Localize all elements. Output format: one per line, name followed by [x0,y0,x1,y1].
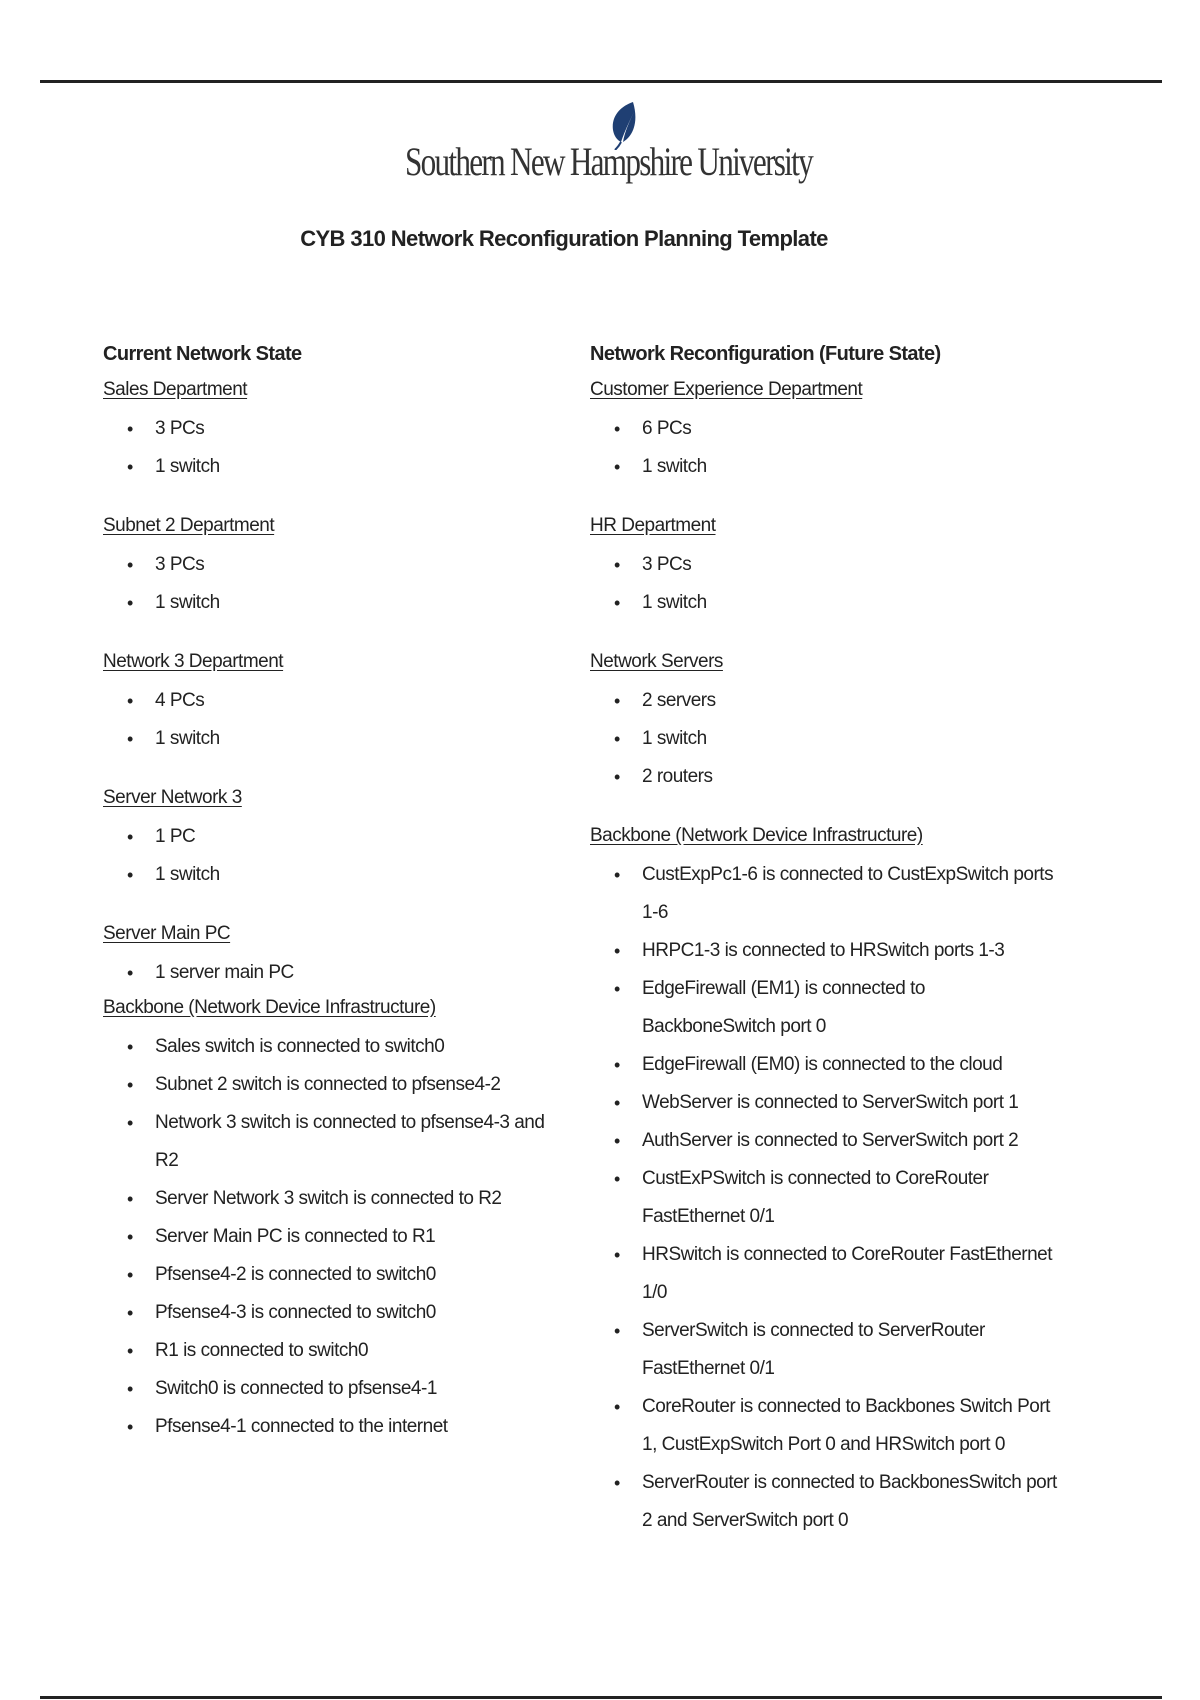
list-item-text: EdgeFirewall (EM1) is connected to BackboneSwitch port 0 [642,978,925,1037]
list-item-text: 1 switch [155,728,220,749]
list-item [590,448,1060,486]
bullet-icon: • [127,457,133,477]
list-item-text: Server Main PC is connected to R1 [155,1226,436,1247]
list-item [103,584,563,622]
current-state-heading: Current Network State [103,343,302,365]
university-logo [405,100,812,210]
section-title: Sales Department [103,379,248,400]
list-item-text: 3 PCs [155,554,205,575]
bullet-icon: • [127,1075,133,1095]
bullet-icon: • [614,865,620,885]
list-item-text: Pfsense4-1 connected to the internet [155,1416,448,1437]
list-item [103,448,563,486]
section-title: Server Network 3 [103,787,242,808]
list-item-text: 1 switch [642,456,707,477]
bullet-icon: • [127,1303,133,1323]
bullet-icon: • [127,555,133,575]
list-item [590,1388,1060,1464]
list-item [590,970,1060,1046]
item-list [103,682,563,758]
list-item-text: Pfsense4-3 is connected to switch0 [155,1302,436,1323]
top-divider [40,80,1162,83]
bottom-divider [40,1696,1162,1699]
bullet-icon: • [614,1321,620,1341]
bullet-icon: • [614,1245,620,1265]
section [103,648,563,758]
future-state-column [590,340,1060,1566]
item-list [590,546,1060,622]
item-list [590,856,1060,1540]
list-item-text: 1 switch [155,864,220,885]
bullet-icon: • [127,1265,133,1285]
section [103,784,563,894]
section-title: HR Department [590,515,716,536]
bullet-icon: • [127,1417,133,1437]
section [103,512,563,622]
list-item-text: EdgeFirewall (EM0) is connected to the cloud [642,1054,1003,1075]
list-item-text: Subnet 2 switch is connected to pfsense4-2 [155,1074,501,1095]
list-item-text: 4 PCs [155,690,205,711]
bullet-icon: • [127,865,133,885]
list-item [590,1046,1060,1084]
list-item-text: 3 PCs [642,554,692,575]
section [103,920,563,992]
bullet-icon: • [614,1093,620,1113]
list-item [590,584,1060,622]
current-state-column [103,340,563,1472]
section [590,648,1060,796]
list-item [590,1236,1060,1312]
list-item [590,1084,1060,1122]
section [590,822,1060,1540]
list-item [590,856,1060,932]
item-list [103,546,563,622]
list-item [103,1256,563,1294]
list-item-text: Switch0 is connected to pfsense4-1 [155,1378,437,1399]
list-item [103,1028,563,1066]
item-list [103,410,563,486]
bullet-icon: • [614,691,620,711]
current-sections [103,376,563,1446]
bullet-icon: • [127,827,133,847]
item-list [103,1028,563,1446]
future-state-heading: Network Reconfiguration (Future State) [590,343,941,365]
list-item-text: AuthServer is connected to ServerSwitch port 2 [642,1130,1019,1151]
list-item-text: CoreRouter is connected to Backbones Switch Port 1, CustExpSwitch Port 0 and HRSwitch port 0 [642,1396,1050,1455]
list-item [590,1160,1060,1236]
list-item-text: Sales switch is connected to switch0 [155,1036,445,1057]
list-item [103,856,563,894]
bullet-icon: • [614,593,620,613]
bullet-icon: • [614,767,620,787]
bullet-icon: • [614,1055,620,1075]
list-item-text: HRPC1-3 is connected to HRSwitch ports 1-3 [642,940,1005,961]
bullet-icon: • [614,1169,620,1189]
logo-wordmark: Southern New Hampshire University [405,139,812,184]
list-item [590,1312,1060,1388]
list-item [103,1408,563,1446]
item-list [103,818,563,894]
list-item-text: Network 3 switch is connected to pfsense4-3 and R2 [155,1112,545,1171]
list-item-text: WebServer is connected to ServerSwitch port 1 [642,1092,1019,1113]
bullet-icon: • [127,1379,133,1399]
list-item-text: ServerSwitch is connected to ServerRouter FastEthernet 0/1 [642,1320,985,1379]
list-item-text: 6 PCs [642,418,692,439]
list-item-text: ServerRouter is connected to BackbonesSwitch port 2 and ServerSwitch port 0 [642,1472,1057,1531]
list-item [590,682,1060,720]
bullet-icon: • [614,419,620,439]
list-item-text: 1 switch [642,728,707,749]
bullet-icon: • [614,1397,620,1417]
bullet-icon: • [127,963,133,983]
list-item-text: HRSwitch is connected to CoreRouter FastEthernet 1/0 [642,1244,1053,1303]
bullet-icon: • [614,1131,620,1151]
bullet-icon: • [614,1473,620,1493]
list-item-text: R1 is connected to switch0 [155,1340,369,1361]
list-item-text: 2 servers [642,690,716,711]
bullet-icon: • [127,729,133,749]
list-item-text: 1 PC [155,826,196,847]
list-item [103,682,563,720]
section-title: Customer Experience Department [590,379,863,400]
list-item-text: 1 switch [155,592,220,613]
list-item-text: Server Network 3 switch is connected to R2 [155,1188,502,1209]
list-item [590,546,1060,584]
list-item [590,410,1060,448]
list-item [590,758,1060,796]
list-item [103,1218,563,1256]
section-title: Network Servers [590,651,723,672]
section [103,994,563,1446]
list-item [103,954,563,992]
bullet-icon: • [127,1189,133,1209]
list-item [590,1122,1060,1160]
item-list [590,682,1060,796]
section-title: Backbone (Network Device Infrastructure) [590,825,923,846]
list-item-text: 2 routers [642,766,713,787]
list-item [590,720,1060,758]
section-title: Server Main PC [103,923,231,944]
list-item [103,1370,563,1408]
bullet-icon: • [614,729,620,749]
section [103,376,563,486]
list-item [103,1066,563,1104]
bullet-icon: • [127,1341,133,1361]
list-item [590,932,1060,970]
list-item-text: CustExpPc1-6 is connected to CustExpSwitch ports 1-6 [642,864,1054,923]
section-title: Backbone (Network Device Infrastructure) [103,997,436,1018]
bullet-icon: • [614,457,620,477]
section [590,512,1060,622]
list-item [103,818,563,856]
future-sections [590,376,1060,1540]
list-item-text: Pfsense4-2 is connected to switch0 [155,1264,436,1285]
list-item-text: 1 server main PC [155,962,294,983]
item-list [103,954,563,992]
list-item [103,1104,563,1180]
list-item [590,1464,1060,1540]
list-item [103,1180,563,1218]
list-item [103,410,563,448]
section [590,376,1060,486]
list-item-text: 3 PCs [155,418,205,439]
bullet-icon: • [127,1113,133,1133]
bullet-icon: • [127,1227,133,1247]
document-title: CYB 310 Network Reconfiguration Planning Template [300,226,828,251]
section-title: Subnet 2 Department [103,515,275,536]
list-item [103,720,563,758]
item-list [590,410,1060,486]
list-item [103,1332,563,1370]
section-title: Network 3 Department [103,651,284,672]
bullet-icon: • [127,593,133,613]
bullet-icon: • [614,979,620,999]
bullet-icon: • [127,691,133,711]
list-item [103,1294,563,1332]
bullet-icon: • [614,555,620,575]
list-item-text: 1 switch [155,456,220,477]
bullet-icon: • [127,419,133,439]
bullet-icon: • [614,941,620,961]
bullet-icon: • [127,1037,133,1057]
list-item-text: 1 switch [642,592,707,613]
list-item-text: CustExPSwitch is connected to CoreRouter FastEthernet 0/1 [642,1168,989,1227]
list-item [103,546,563,584]
